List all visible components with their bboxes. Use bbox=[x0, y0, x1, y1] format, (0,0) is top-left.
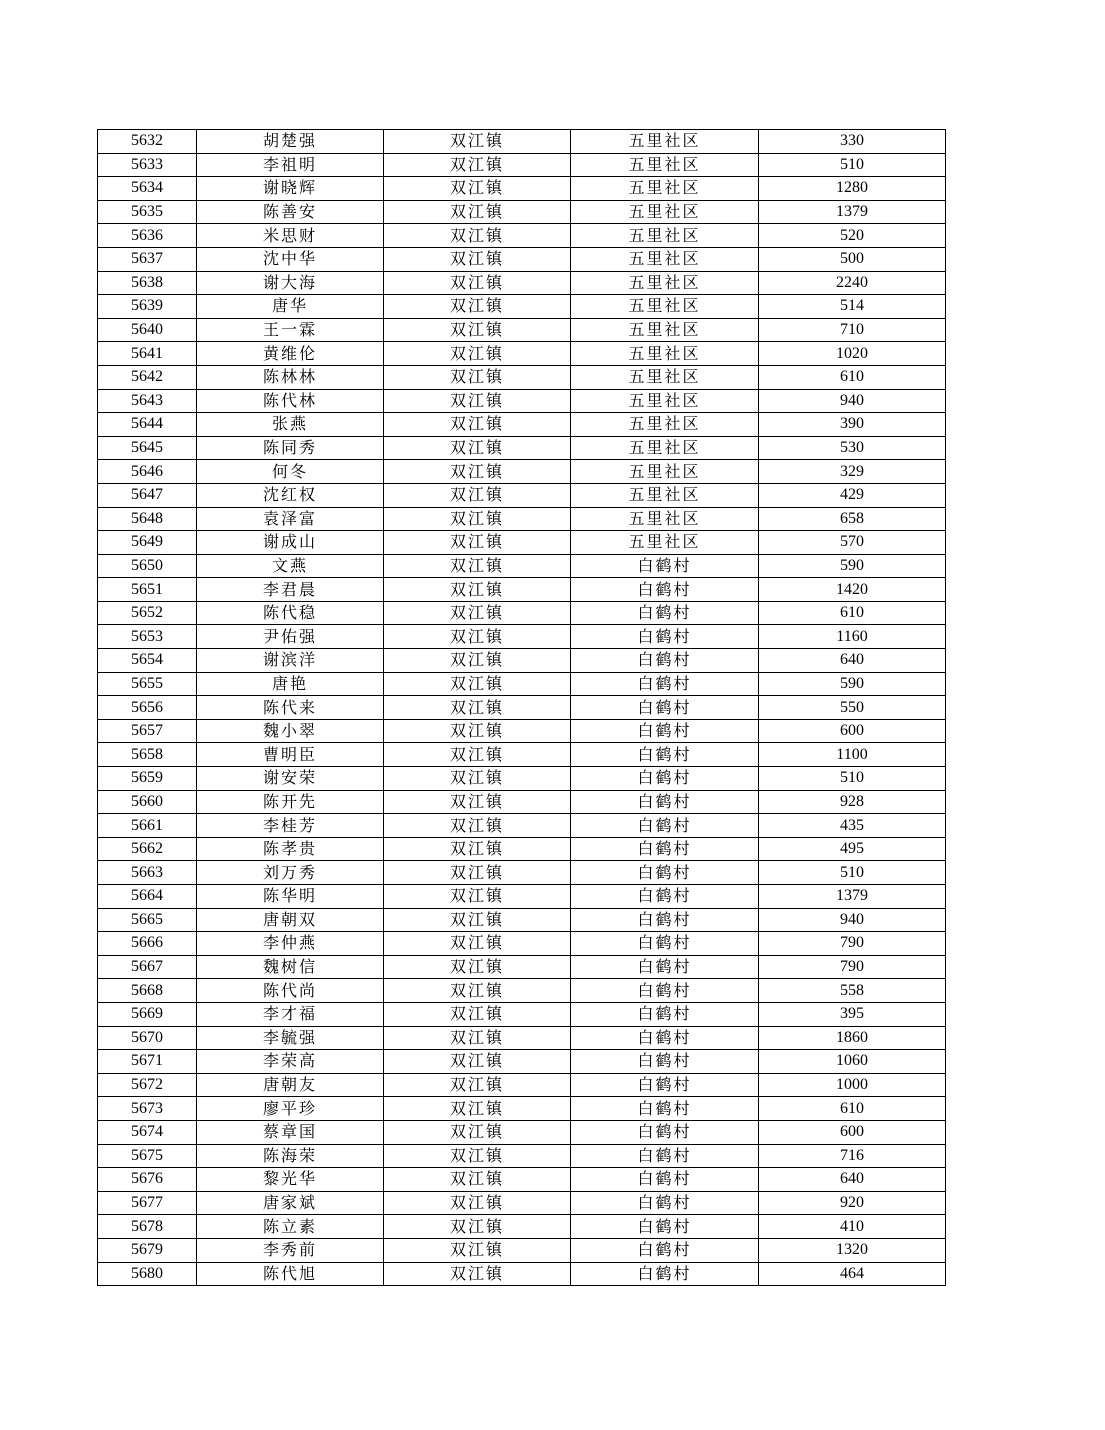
table-row bbox=[98, 1144, 946, 1168]
row-number-cell: 5659 bbox=[98, 767, 197, 791]
name-cell: 陈代林 bbox=[197, 389, 384, 413]
name-cell: 陈开先 bbox=[197, 790, 384, 814]
town-cell: 双江镇 bbox=[384, 1002, 571, 1026]
amount-cell: 1379 bbox=[759, 200, 946, 224]
village-cell: 五里社区 bbox=[571, 224, 759, 248]
name-cell: 陈海荣 bbox=[197, 1144, 384, 1168]
village-cell: 白鹤村 bbox=[571, 1191, 759, 1215]
row-number-cell: 5655 bbox=[98, 672, 197, 696]
table-row bbox=[98, 436, 946, 460]
amount-cell: 510 bbox=[759, 767, 946, 791]
name-cell: 李仲燕 bbox=[197, 932, 384, 956]
town-cell: 双江镇 bbox=[384, 743, 571, 767]
village-cell: 白鹤村 bbox=[571, 979, 759, 1003]
name-cell: 陈同秀 bbox=[197, 436, 384, 460]
amount-cell: 1060 bbox=[759, 1050, 946, 1074]
name-cell: 沈中华 bbox=[197, 247, 384, 271]
table-body bbox=[98, 130, 946, 1286]
village-cell: 五里社区 bbox=[571, 460, 759, 484]
row-number-cell: 5672 bbox=[98, 1073, 197, 1097]
village-cell: 白鹤村 bbox=[571, 672, 759, 696]
table-row bbox=[98, 342, 946, 366]
amount-cell: 1160 bbox=[759, 625, 946, 649]
row-number-cell: 5662 bbox=[98, 837, 197, 861]
table-row bbox=[98, 625, 946, 649]
name-cell: 曹明臣 bbox=[197, 743, 384, 767]
row-number-cell: 5665 bbox=[98, 908, 197, 932]
table-row bbox=[98, 413, 946, 437]
village-cell: 白鹤村 bbox=[571, 932, 759, 956]
town-cell: 双江镇 bbox=[384, 365, 571, 389]
row-number-cell: 5654 bbox=[98, 649, 197, 673]
row-number-cell: 5635 bbox=[98, 200, 197, 224]
amount-cell: 928 bbox=[759, 790, 946, 814]
town-cell: 双江镇 bbox=[384, 814, 571, 838]
row-number-cell: 5674 bbox=[98, 1120, 197, 1144]
town-cell: 双江镇 bbox=[384, 460, 571, 484]
table-row bbox=[98, 672, 946, 696]
village-cell: 白鹤村 bbox=[571, 1215, 759, 1239]
amount-cell: 510 bbox=[759, 861, 946, 885]
village-cell: 五里社区 bbox=[571, 295, 759, 319]
table-row bbox=[98, 365, 946, 389]
amount-cell: 329 bbox=[759, 460, 946, 484]
town-cell: 双江镇 bbox=[384, 436, 571, 460]
table-row bbox=[98, 979, 946, 1003]
amount-cell: 520 bbox=[759, 224, 946, 248]
row-number-cell: 5673 bbox=[98, 1097, 197, 1121]
village-cell: 白鹤村 bbox=[571, 1144, 759, 1168]
name-cell: 王一霖 bbox=[197, 318, 384, 342]
town-cell: 双江镇 bbox=[384, 1097, 571, 1121]
village-cell: 白鹤村 bbox=[571, 1002, 759, 1026]
row-number-cell: 5679 bbox=[98, 1238, 197, 1262]
name-cell: 李祖明 bbox=[197, 153, 384, 177]
name-cell: 刘万秀 bbox=[197, 861, 384, 885]
row-number-cell: 5651 bbox=[98, 578, 197, 602]
table-row bbox=[98, 767, 946, 791]
row-number-cell: 5656 bbox=[98, 696, 197, 720]
name-cell: 陈林林 bbox=[197, 365, 384, 389]
village-cell: 五里社区 bbox=[571, 130, 759, 154]
village-cell: 白鹤村 bbox=[571, 743, 759, 767]
table-row bbox=[98, 861, 946, 885]
amount-cell: 1320 bbox=[759, 1238, 946, 1262]
amount-cell: 590 bbox=[759, 554, 946, 578]
amount-cell: 610 bbox=[759, 1097, 946, 1121]
town-cell: 双江镇 bbox=[384, 601, 571, 625]
name-cell: 唐艳 bbox=[197, 672, 384, 696]
village-cell: 白鹤村 bbox=[571, 837, 759, 861]
amount-cell: 610 bbox=[759, 365, 946, 389]
amount-cell: 940 bbox=[759, 908, 946, 932]
table-row bbox=[98, 649, 946, 673]
table-row bbox=[98, 507, 946, 531]
name-cell: 陈代旭 bbox=[197, 1262, 384, 1286]
town-cell: 双江镇 bbox=[384, 885, 571, 909]
town-cell: 双江镇 bbox=[384, 979, 571, 1003]
town-cell: 双江镇 bbox=[384, 531, 571, 555]
amount-cell: 716 bbox=[759, 1144, 946, 1168]
row-number-cell: 5678 bbox=[98, 1215, 197, 1239]
table-row bbox=[98, 1026, 946, 1050]
table-row bbox=[98, 200, 946, 224]
amount-cell: 1280 bbox=[759, 177, 946, 201]
amount-cell: 1000 bbox=[759, 1073, 946, 1097]
amount-cell: 395 bbox=[759, 1002, 946, 1026]
row-number-cell: 5637 bbox=[98, 247, 197, 271]
table-row bbox=[98, 696, 946, 720]
amount-cell: 1379 bbox=[759, 885, 946, 909]
table-row bbox=[98, 908, 946, 932]
amount-cell: 429 bbox=[759, 483, 946, 507]
amount-cell: 920 bbox=[759, 1191, 946, 1215]
row-number-cell: 5666 bbox=[98, 932, 197, 956]
table-row bbox=[98, 483, 946, 507]
town-cell: 双江镇 bbox=[384, 625, 571, 649]
town-cell: 双江镇 bbox=[384, 1191, 571, 1215]
name-cell: 张燕 bbox=[197, 413, 384, 437]
row-number-cell: 5657 bbox=[98, 719, 197, 743]
village-cell: 白鹤村 bbox=[571, 578, 759, 602]
town-cell: 双江镇 bbox=[384, 1073, 571, 1097]
town-cell: 双江镇 bbox=[384, 578, 571, 602]
row-number-cell: 5640 bbox=[98, 318, 197, 342]
village-cell: 五里社区 bbox=[571, 507, 759, 531]
town-cell: 双江镇 bbox=[384, 130, 571, 154]
row-number-cell: 5634 bbox=[98, 177, 197, 201]
name-cell: 李荣高 bbox=[197, 1050, 384, 1074]
town-cell: 双江镇 bbox=[384, 507, 571, 531]
village-cell: 白鹤村 bbox=[571, 719, 759, 743]
name-cell: 黎光华 bbox=[197, 1168, 384, 1192]
amount-cell: 435 bbox=[759, 814, 946, 838]
name-cell: 李君晨 bbox=[197, 578, 384, 602]
village-cell: 白鹤村 bbox=[571, 861, 759, 885]
amount-cell: 790 bbox=[759, 932, 946, 956]
table-row bbox=[98, 295, 946, 319]
village-cell: 白鹤村 bbox=[571, 790, 759, 814]
name-cell: 李毓强 bbox=[197, 1026, 384, 1050]
village-cell: 白鹤村 bbox=[571, 1026, 759, 1050]
town-cell: 双江镇 bbox=[384, 247, 571, 271]
amount-cell: 710 bbox=[759, 318, 946, 342]
village-cell: 白鹤村 bbox=[571, 601, 759, 625]
name-cell: 唐家斌 bbox=[197, 1191, 384, 1215]
village-cell: 五里社区 bbox=[571, 342, 759, 366]
town-cell: 双江镇 bbox=[384, 1026, 571, 1050]
town-cell: 双江镇 bbox=[384, 224, 571, 248]
town-cell: 双江镇 bbox=[384, 554, 571, 578]
amount-cell: 570 bbox=[759, 531, 946, 555]
name-cell: 袁泽富 bbox=[197, 507, 384, 531]
amount-cell: 600 bbox=[759, 719, 946, 743]
village-cell: 五里社区 bbox=[571, 153, 759, 177]
table-row bbox=[98, 719, 946, 743]
row-number-cell: 5671 bbox=[98, 1050, 197, 1074]
row-number-cell: 5667 bbox=[98, 955, 197, 979]
amount-cell: 940 bbox=[759, 389, 946, 413]
village-cell: 白鹤村 bbox=[571, 625, 759, 649]
name-cell: 蔡章国 bbox=[197, 1120, 384, 1144]
village-cell: 五里社区 bbox=[571, 200, 759, 224]
name-cell: 文燕 bbox=[197, 554, 384, 578]
table-row bbox=[98, 318, 946, 342]
village-cell: 白鹤村 bbox=[571, 1262, 759, 1286]
name-cell: 米思财 bbox=[197, 224, 384, 248]
village-cell: 白鹤村 bbox=[571, 1168, 759, 1192]
town-cell: 双江镇 bbox=[384, 955, 571, 979]
table-row bbox=[98, 814, 946, 838]
town-cell: 双江镇 bbox=[384, 908, 571, 932]
table-row bbox=[98, 1002, 946, 1026]
amount-cell: 640 bbox=[759, 1168, 946, 1192]
row-number-cell: 5680 bbox=[98, 1262, 197, 1286]
amount-cell: 610 bbox=[759, 601, 946, 625]
table-row bbox=[98, 130, 946, 154]
row-number-cell: 5633 bbox=[98, 153, 197, 177]
village-cell: 白鹤村 bbox=[571, 696, 759, 720]
town-cell: 双江镇 bbox=[384, 837, 571, 861]
name-cell: 唐朝友 bbox=[197, 1073, 384, 1097]
amount-cell: 1860 bbox=[759, 1026, 946, 1050]
amount-cell: 1100 bbox=[759, 743, 946, 767]
amount-cell: 790 bbox=[759, 955, 946, 979]
data-sheet bbox=[97, 129, 945, 1286]
table-row bbox=[98, 1262, 946, 1286]
town-cell: 双江镇 bbox=[384, 1120, 571, 1144]
town-cell: 双江镇 bbox=[384, 177, 571, 201]
row-number-cell: 5645 bbox=[98, 436, 197, 460]
village-cell: 五里社区 bbox=[571, 436, 759, 460]
row-number-cell: 5677 bbox=[98, 1191, 197, 1215]
amount-cell: 514 bbox=[759, 295, 946, 319]
name-cell: 谢晓辉 bbox=[197, 177, 384, 201]
row-number-cell: 5643 bbox=[98, 389, 197, 413]
town-cell: 双江镇 bbox=[384, 649, 571, 673]
table-row bbox=[98, 531, 946, 555]
town-cell: 双江镇 bbox=[384, 790, 571, 814]
table-row bbox=[98, 153, 946, 177]
row-number-cell: 5661 bbox=[98, 814, 197, 838]
village-cell: 白鹤村 bbox=[571, 554, 759, 578]
name-cell: 谢大海 bbox=[197, 271, 384, 295]
table-row bbox=[98, 955, 946, 979]
name-cell: 李秀前 bbox=[197, 1238, 384, 1262]
village-cell: 五里社区 bbox=[571, 531, 759, 555]
village-cell: 白鹤村 bbox=[571, 1073, 759, 1097]
row-number-cell: 5638 bbox=[98, 271, 197, 295]
row-number-cell: 5650 bbox=[98, 554, 197, 578]
town-cell: 双江镇 bbox=[384, 672, 571, 696]
table-row bbox=[98, 554, 946, 578]
village-cell: 五里社区 bbox=[571, 271, 759, 295]
table-row bbox=[98, 247, 946, 271]
town-cell: 双江镇 bbox=[384, 153, 571, 177]
name-cell: 沈红权 bbox=[197, 483, 384, 507]
table-row bbox=[98, 790, 946, 814]
town-cell: 双江镇 bbox=[384, 932, 571, 956]
row-number-cell: 5649 bbox=[98, 531, 197, 555]
name-cell: 魏树信 bbox=[197, 955, 384, 979]
name-cell: 陈孝贵 bbox=[197, 837, 384, 861]
amount-cell: 500 bbox=[759, 247, 946, 271]
row-number-cell: 5639 bbox=[98, 295, 197, 319]
table-row bbox=[98, 1215, 946, 1239]
data-table bbox=[97, 129, 946, 1286]
table-row bbox=[98, 1050, 946, 1074]
village-cell: 白鹤村 bbox=[571, 1238, 759, 1262]
table-row bbox=[98, 743, 946, 767]
amount-cell: 558 bbox=[759, 979, 946, 1003]
table-row bbox=[98, 885, 946, 909]
town-cell: 双江镇 bbox=[384, 1215, 571, 1239]
name-cell: 何冬 bbox=[197, 460, 384, 484]
table-row bbox=[98, 1168, 946, 1192]
town-cell: 双江镇 bbox=[384, 200, 571, 224]
amount-cell: 1020 bbox=[759, 342, 946, 366]
row-number-cell: 5641 bbox=[98, 342, 197, 366]
amount-cell: 530 bbox=[759, 436, 946, 460]
row-number-cell: 5646 bbox=[98, 460, 197, 484]
row-number-cell: 5632 bbox=[98, 130, 197, 154]
row-number-cell: 5648 bbox=[98, 507, 197, 531]
name-cell: 陈代尚 bbox=[197, 979, 384, 1003]
row-number-cell: 5658 bbox=[98, 743, 197, 767]
name-cell: 陈立素 bbox=[197, 1215, 384, 1239]
town-cell: 双江镇 bbox=[384, 271, 571, 295]
row-number-cell: 5669 bbox=[98, 1002, 197, 1026]
village-cell: 白鹤村 bbox=[571, 1097, 759, 1121]
village-cell: 白鹤村 bbox=[571, 814, 759, 838]
table-row bbox=[98, 601, 946, 625]
row-number-cell: 5660 bbox=[98, 790, 197, 814]
row-number-cell: 5675 bbox=[98, 1144, 197, 1168]
village-cell: 白鹤村 bbox=[571, 908, 759, 932]
amount-cell: 590 bbox=[759, 672, 946, 696]
town-cell: 双江镇 bbox=[384, 696, 571, 720]
amount-cell: 550 bbox=[759, 696, 946, 720]
row-number-cell: 5642 bbox=[98, 365, 197, 389]
town-cell: 双江镇 bbox=[384, 1262, 571, 1286]
town-cell: 双江镇 bbox=[384, 483, 571, 507]
village-cell: 白鹤村 bbox=[571, 1120, 759, 1144]
row-number-cell: 5653 bbox=[98, 625, 197, 649]
town-cell: 双江镇 bbox=[384, 1238, 571, 1262]
town-cell: 双江镇 bbox=[384, 767, 571, 791]
town-cell: 双江镇 bbox=[384, 719, 571, 743]
table-row bbox=[98, 837, 946, 861]
village-cell: 五里社区 bbox=[571, 389, 759, 413]
row-number-cell: 5670 bbox=[98, 1026, 197, 1050]
village-cell: 五里社区 bbox=[571, 247, 759, 271]
row-number-cell: 5668 bbox=[98, 979, 197, 1003]
table-row bbox=[98, 177, 946, 201]
row-number-cell: 5644 bbox=[98, 413, 197, 437]
town-cell: 双江镇 bbox=[384, 389, 571, 413]
amount-cell: 410 bbox=[759, 1215, 946, 1239]
town-cell: 双江镇 bbox=[384, 1168, 571, 1192]
table-row bbox=[98, 224, 946, 248]
name-cell: 魏小翠 bbox=[197, 719, 384, 743]
village-cell: 白鹤村 bbox=[571, 885, 759, 909]
amount-cell: 464 bbox=[759, 1262, 946, 1286]
village-cell: 五里社区 bbox=[571, 365, 759, 389]
name-cell: 谢滨洋 bbox=[197, 649, 384, 673]
name-cell: 黄维伦 bbox=[197, 342, 384, 366]
town-cell: 双江镇 bbox=[384, 861, 571, 885]
village-cell: 五里社区 bbox=[571, 413, 759, 437]
village-cell: 白鹤村 bbox=[571, 767, 759, 791]
amount-cell: 330 bbox=[759, 130, 946, 154]
row-number-cell: 5647 bbox=[98, 483, 197, 507]
row-number-cell: 5663 bbox=[98, 861, 197, 885]
name-cell: 唐华 bbox=[197, 295, 384, 319]
name-cell: 李才福 bbox=[197, 1002, 384, 1026]
table-row bbox=[98, 1073, 946, 1097]
amount-cell: 658 bbox=[759, 507, 946, 531]
name-cell: 陈代稳 bbox=[197, 601, 384, 625]
amount-cell: 495 bbox=[759, 837, 946, 861]
name-cell: 陈华明 bbox=[197, 885, 384, 909]
table-row bbox=[98, 1120, 946, 1144]
town-cell: 双江镇 bbox=[384, 318, 571, 342]
town-cell: 双江镇 bbox=[384, 1144, 571, 1168]
name-cell: 胡楚强 bbox=[197, 130, 384, 154]
amount-cell: 1420 bbox=[759, 578, 946, 602]
table-row bbox=[98, 1238, 946, 1262]
village-cell: 五里社区 bbox=[571, 318, 759, 342]
amount-cell: 640 bbox=[759, 649, 946, 673]
village-cell: 白鹤村 bbox=[571, 955, 759, 979]
amount-cell: 510 bbox=[759, 153, 946, 177]
name-cell: 廖平珍 bbox=[197, 1097, 384, 1121]
name-cell: 尹佑强 bbox=[197, 625, 384, 649]
town-cell: 双江镇 bbox=[384, 1050, 571, 1074]
amount-cell: 2240 bbox=[759, 271, 946, 295]
row-number-cell: 5676 bbox=[98, 1168, 197, 1192]
name-cell: 李桂芳 bbox=[197, 814, 384, 838]
name-cell: 唐朝双 bbox=[197, 908, 384, 932]
table-row bbox=[98, 271, 946, 295]
amount-cell: 390 bbox=[759, 413, 946, 437]
village-cell: 白鹤村 bbox=[571, 1050, 759, 1074]
table-row bbox=[98, 578, 946, 602]
village-cell: 白鹤村 bbox=[571, 649, 759, 673]
table-row bbox=[98, 1097, 946, 1121]
town-cell: 双江镇 bbox=[384, 295, 571, 319]
name-cell: 谢安荣 bbox=[197, 767, 384, 791]
table-row bbox=[98, 932, 946, 956]
table-row bbox=[98, 460, 946, 484]
name-cell: 陈代来 bbox=[197, 696, 384, 720]
town-cell: 双江镇 bbox=[384, 413, 571, 437]
table-row bbox=[98, 1191, 946, 1215]
town-cell: 双江镇 bbox=[384, 342, 571, 366]
row-number-cell: 5636 bbox=[98, 224, 197, 248]
table-row bbox=[98, 389, 946, 413]
name-cell: 陈善安 bbox=[197, 200, 384, 224]
village-cell: 五里社区 bbox=[571, 177, 759, 201]
row-number-cell: 5664 bbox=[98, 885, 197, 909]
row-number-cell: 5652 bbox=[98, 601, 197, 625]
amount-cell: 600 bbox=[759, 1120, 946, 1144]
village-cell: 五里社区 bbox=[571, 483, 759, 507]
name-cell: 谢成山 bbox=[197, 531, 384, 555]
